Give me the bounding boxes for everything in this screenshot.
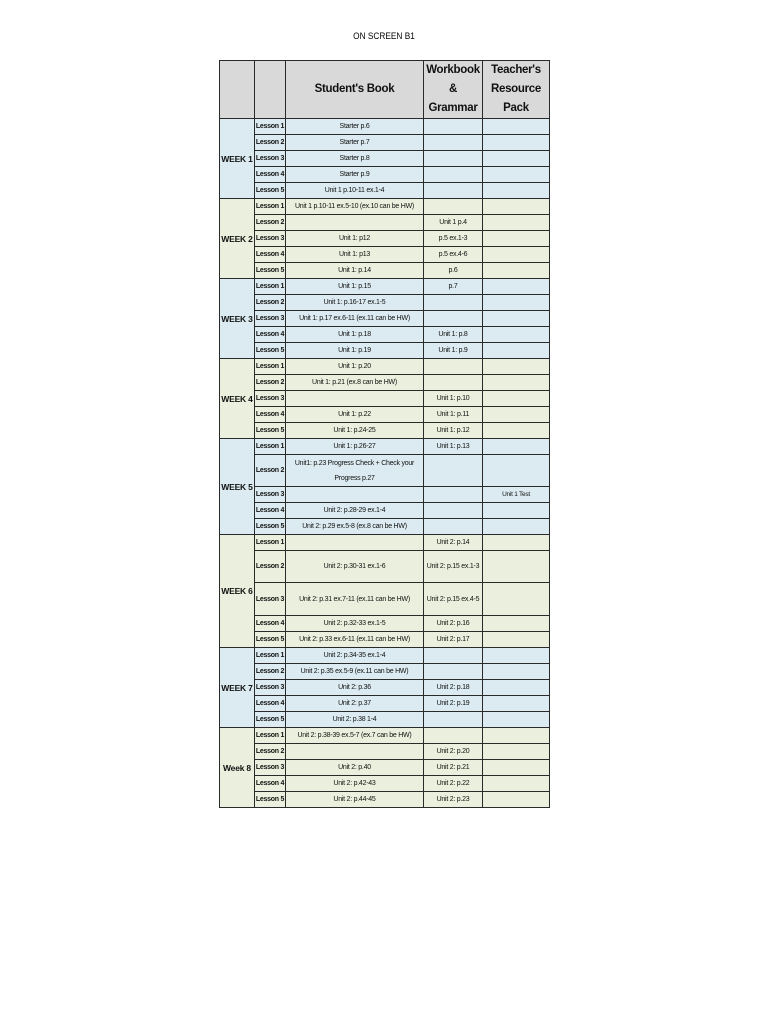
- teachers-resource-cell: [483, 792, 550, 808]
- teachers-resource-cell: [483, 119, 550, 135]
- workbook-cell: Unit 1: p.12: [424, 423, 483, 439]
- workbook-cell: Unit 2: p.18: [424, 680, 483, 696]
- workbook-cell: [424, 119, 483, 135]
- workbook-cell: [424, 728, 483, 744]
- students-book-cell: Starter p.6: [286, 119, 424, 135]
- workbook-cell: p.5 ex.1-3: [424, 231, 483, 247]
- lesson-label: Lesson 2: [255, 744, 286, 760]
- workbook-cell: Unit 2: p.19: [424, 696, 483, 712]
- teachers-resource-cell: [483, 151, 550, 167]
- students-book-cell: Unit 2: p.38-39 ex.5-7 (ex.7 can be HW): [286, 728, 424, 744]
- workbook-cell: [424, 455, 483, 487]
- table-row: [220, 391, 550, 407]
- teachers-resource-cell: [483, 583, 550, 616]
- workbook-cell: Unit 1 p.4: [424, 215, 483, 231]
- workbook-cell: [424, 183, 483, 199]
- teachers-resource-cell: [483, 696, 550, 712]
- table-row: [220, 696, 550, 712]
- header-teachers-resource-pack: Teacher's Resource Pack: [483, 61, 550, 119]
- students-book-cell: [286, 391, 424, 407]
- workbook-cell: Unit 2: p.23: [424, 792, 483, 808]
- workbook-cell: [424, 167, 483, 183]
- table-row: [220, 519, 550, 535]
- students-book-cell: Unit 2: p.35 ex.5-9 (ex.11 can be HW): [286, 664, 424, 680]
- table-row: [220, 263, 550, 279]
- teachers-resource-cell: [483, 728, 550, 744]
- header-row: [220, 61, 550, 119]
- students-book-cell: Unit 2: p.38 1-4: [286, 712, 424, 728]
- header-workbook-grammar: Workbook & Grammar: [424, 61, 483, 119]
- table-row: [220, 760, 550, 776]
- teachers-resource-cell: [483, 712, 550, 728]
- week-label: WEEK 2: [220, 199, 255, 279]
- table-row: [220, 712, 550, 728]
- lesson-label: Lesson 4: [255, 696, 286, 712]
- lesson-label: Lesson 5: [255, 183, 286, 199]
- lesson-label: Lesson 2: [255, 295, 286, 311]
- lesson-label: Lesson 4: [255, 503, 286, 519]
- students-book-cell: Unit 2: p.34-35 ex.1-4: [286, 648, 424, 664]
- lesson-label: Lesson 1: [255, 535, 286, 551]
- table-row: [220, 487, 550, 503]
- students-book-cell: Unit 1: p13: [286, 247, 424, 263]
- students-book-cell: Unit1: p.23 Progress Check + Check your Progress p.27: [286, 455, 424, 487]
- teachers-resource-cell: [483, 648, 550, 664]
- workbook-cell: [424, 487, 483, 503]
- students-book-cell: Unit 2: p.31 ex.7-11 (ex.11 can be HW): [286, 583, 424, 616]
- teachers-resource-cell: [483, 263, 550, 279]
- workbook-cell: Unit 1: p.11: [424, 407, 483, 423]
- lesson-label: Lesson 3: [255, 680, 286, 696]
- week-label: WEEK 1: [220, 119, 255, 199]
- header-lesson: [255, 61, 286, 119]
- students-book-cell: Unit 2: p.30-31 ex.1-6: [286, 551, 424, 583]
- workbook-cell: Unit 1: p.8: [424, 327, 483, 343]
- workbook-cell: [424, 503, 483, 519]
- table-row: [220, 728, 550, 744]
- workbook-cell: Unit 2: p.17: [424, 632, 483, 648]
- table-row: [220, 199, 550, 215]
- students-book-cell: Unit 1: p.18: [286, 327, 424, 343]
- workbook-cell: [424, 664, 483, 680]
- students-book-cell: Unit 2: p.32-33 ex.1-5: [286, 616, 424, 632]
- table-row: [220, 167, 550, 183]
- teachers-resource-cell: [483, 375, 550, 391]
- table-row: [220, 455, 550, 487]
- teachers-resource-cell: [483, 632, 550, 648]
- lesson-label: Lesson 2: [255, 135, 286, 151]
- workbook-cell: Unit 2: p.22: [424, 776, 483, 792]
- workbook-cell: p.7: [424, 279, 483, 295]
- teachers-resource-cell: [483, 391, 550, 407]
- workbook-cell: [424, 359, 483, 375]
- teachers-resource-cell: [483, 183, 550, 199]
- table-row: [220, 439, 550, 455]
- teachers-resource-cell: [483, 199, 550, 215]
- students-book-cell: Starter p.8: [286, 151, 424, 167]
- table-row: [220, 744, 550, 760]
- students-book-cell: Unit 2: p.44-45: [286, 792, 424, 808]
- teachers-resource-cell: [483, 664, 550, 680]
- students-book-cell: Unit 2: p.40: [286, 760, 424, 776]
- workbook-cell: Unit 1: p.13: [424, 439, 483, 455]
- teachers-resource-cell: [483, 295, 550, 311]
- students-book-cell: Unit 1: p.22: [286, 407, 424, 423]
- lesson-label: Lesson 1: [255, 119, 286, 135]
- students-book-cell: Unit 2: p.33 ex.6-11 (ex.11 can be HW): [286, 632, 424, 648]
- workbook-cell: Unit 2: p.14: [424, 535, 483, 551]
- workbook-cell: Unit 2: p.16: [424, 616, 483, 632]
- table-row: [220, 247, 550, 263]
- table-row: [220, 215, 550, 231]
- workbook-cell: [424, 295, 483, 311]
- table-row: [220, 776, 550, 792]
- lesson-label: Lesson 5: [255, 632, 286, 648]
- table-row: [220, 551, 550, 583]
- students-book-cell: Unit 1: p.24-25: [286, 423, 424, 439]
- lesson-label: Lesson 1: [255, 359, 286, 375]
- lesson-label: Lesson 4: [255, 327, 286, 343]
- teachers-resource-cell: [483, 343, 550, 359]
- lesson-label: Lesson 2: [255, 664, 286, 680]
- lesson-label: Lesson 3: [255, 391, 286, 407]
- students-book-cell: Unit 1: p.26-27: [286, 439, 424, 455]
- lesson-label: Lesson 5: [255, 792, 286, 808]
- week-label: WEEK 3: [220, 279, 255, 359]
- students-book-cell: Unit 2: p.29 ex.5-8 (ex.8 can be HW): [286, 519, 424, 535]
- workbook-cell: [424, 519, 483, 535]
- teachers-resource-cell: [483, 744, 550, 760]
- students-book-cell: Unit 1: p.21 (ex.8 can be HW): [286, 375, 424, 391]
- students-book-cell: [286, 535, 424, 551]
- table-row: [220, 343, 550, 359]
- lesson-label: Lesson 3: [255, 231, 286, 247]
- teachers-resource-cell: [483, 311, 550, 327]
- lesson-label: Lesson 1: [255, 439, 286, 455]
- students-book-cell: [286, 487, 424, 503]
- lesson-label: Lesson 2: [255, 455, 286, 487]
- workbook-cell: Unit 2: p.15 ex.4-5: [424, 583, 483, 616]
- teachers-resource-cell: [483, 215, 550, 231]
- workbook-cell: [424, 375, 483, 391]
- workbook-cell: Unit 2: p.21: [424, 760, 483, 776]
- week-label: WEEK 4: [220, 359, 255, 439]
- table-row: [220, 119, 550, 135]
- workbook-cell: [424, 135, 483, 151]
- lesson-label: Lesson 5: [255, 263, 286, 279]
- lesson-label: Lesson 2: [255, 215, 286, 231]
- lesson-plan-table: [219, 60, 550, 808]
- workbook-cell: [424, 648, 483, 664]
- students-book-cell: [286, 744, 424, 760]
- students-book-cell: Starter p.9: [286, 167, 424, 183]
- lesson-label: Lesson 3: [255, 583, 286, 616]
- teachers-resource-cell: Unit 1 Test: [483, 487, 550, 503]
- lesson-label: Lesson 2: [255, 375, 286, 391]
- teachers-resource-cell: [483, 359, 550, 375]
- lesson-label: Lesson 4: [255, 407, 286, 423]
- document-title: ON SCREEN B1: [353, 31, 415, 41]
- teachers-resource-cell: [483, 167, 550, 183]
- workbook-cell: [424, 151, 483, 167]
- students-book-cell: Unit 2: p.42-43: [286, 776, 424, 792]
- workbook-cell: Unit 2: p.15 ex.1-3: [424, 551, 483, 583]
- header-students-book: Student's Book: [286, 61, 424, 119]
- teachers-resource-cell: [483, 407, 550, 423]
- lesson-label: Lesson 3: [255, 311, 286, 327]
- table-row: [220, 680, 550, 696]
- teachers-resource-cell: [483, 535, 550, 551]
- workbook-cell: Unit 1: p.10: [424, 391, 483, 407]
- teachers-resource-cell: [483, 439, 550, 455]
- teachers-resource-cell: [483, 247, 550, 263]
- table-row: [220, 535, 550, 551]
- teachers-resource-cell: [483, 616, 550, 632]
- table-row: [220, 327, 550, 343]
- teachers-resource-cell: [483, 327, 550, 343]
- workbook-cell: p.6: [424, 263, 483, 279]
- lesson-label: Lesson 5: [255, 343, 286, 359]
- table-row: [220, 311, 550, 327]
- workbook-cell: [424, 712, 483, 728]
- workbook-cell: [424, 311, 483, 327]
- table-row: [220, 279, 550, 295]
- lesson-label: Lesson 1: [255, 728, 286, 744]
- teachers-resource-cell: [483, 503, 550, 519]
- lesson-label: Lesson 1: [255, 279, 286, 295]
- teachers-resource-cell: [483, 423, 550, 439]
- table-row: [220, 583, 550, 616]
- students-book-cell: Unit 1: p.15: [286, 279, 424, 295]
- table-row: [220, 359, 550, 375]
- table-row: [220, 295, 550, 311]
- lesson-label: Lesson 4: [255, 167, 286, 183]
- table-row: [220, 423, 550, 439]
- teachers-resource-cell: [483, 135, 550, 151]
- students-book-cell: Unit 1: p.16-17 ex.1-5: [286, 295, 424, 311]
- lesson-label: Lesson 3: [255, 151, 286, 167]
- teachers-resource-cell: [483, 455, 550, 487]
- teachers-resource-cell: [483, 776, 550, 792]
- teachers-resource-cell: [483, 279, 550, 295]
- table-row: [220, 375, 550, 391]
- table-row: [220, 407, 550, 423]
- lesson-label: Lesson 2: [255, 551, 286, 583]
- teachers-resource-cell: [483, 760, 550, 776]
- students-book-cell: Unit 1 p.10-11 ex.1-4: [286, 183, 424, 199]
- students-book-cell: Unit 1 p.10-11 ex.5-10 (ex.10 can be HW): [286, 199, 424, 215]
- week-label: WEEK 5: [220, 439, 255, 535]
- lesson-label: Lesson 1: [255, 648, 286, 664]
- lesson-label: Lesson 4: [255, 776, 286, 792]
- lesson-label: Lesson 4: [255, 247, 286, 263]
- workbook-cell: p.5 ex.4-6: [424, 247, 483, 263]
- workbook-cell: Unit 1: p.9: [424, 343, 483, 359]
- table-row: [220, 792, 550, 808]
- workbook-cell: Unit 2: p.20: [424, 744, 483, 760]
- students-book-cell: Unit 2: p.36: [286, 680, 424, 696]
- table-row: [220, 151, 550, 167]
- students-book-cell: Unit 1: p12: [286, 231, 424, 247]
- table-row: [220, 632, 550, 648]
- students-book-cell: Unit 1: p.19: [286, 343, 424, 359]
- lesson-label: Lesson 5: [255, 519, 286, 535]
- workbook-cell: [424, 199, 483, 215]
- lesson-plan-body: [220, 119, 550, 808]
- lesson-label: Lesson 1: [255, 199, 286, 215]
- table-row: [220, 503, 550, 519]
- students-book-cell: Unit 2: p.37: [286, 696, 424, 712]
- table-row: [220, 616, 550, 632]
- students-book-cell: Unit 1: p.14: [286, 263, 424, 279]
- week-label: WEEK 7: [220, 648, 255, 728]
- lesson-label: Lesson 3: [255, 487, 286, 503]
- table-row: [220, 664, 550, 680]
- week-label: WEEK 6: [220, 535, 255, 648]
- week-label: Week 8: [220, 728, 255, 808]
- table-row: [220, 231, 550, 247]
- lesson-label: Lesson 5: [255, 712, 286, 728]
- table-row: [220, 135, 550, 151]
- students-book-cell: [286, 215, 424, 231]
- lesson-label: Lesson 5: [255, 423, 286, 439]
- teachers-resource-cell: [483, 680, 550, 696]
- teachers-resource-cell: [483, 551, 550, 583]
- table-row: [220, 648, 550, 664]
- students-book-cell: Starter p.7: [286, 135, 424, 151]
- teachers-resource-cell: [483, 231, 550, 247]
- lesson-label: Lesson 3: [255, 760, 286, 776]
- students-book-cell: Unit 1: p.17 ex.6-11 (ex.11 can be HW): [286, 311, 424, 327]
- header-week: [220, 61, 255, 119]
- lesson-label: Lesson 4: [255, 616, 286, 632]
- students-book-cell: Unit 2: p.28-29 ex.1-4: [286, 503, 424, 519]
- students-book-cell: Unit 1: p.20: [286, 359, 424, 375]
- teachers-resource-cell: [483, 519, 550, 535]
- table-row: [220, 183, 550, 199]
